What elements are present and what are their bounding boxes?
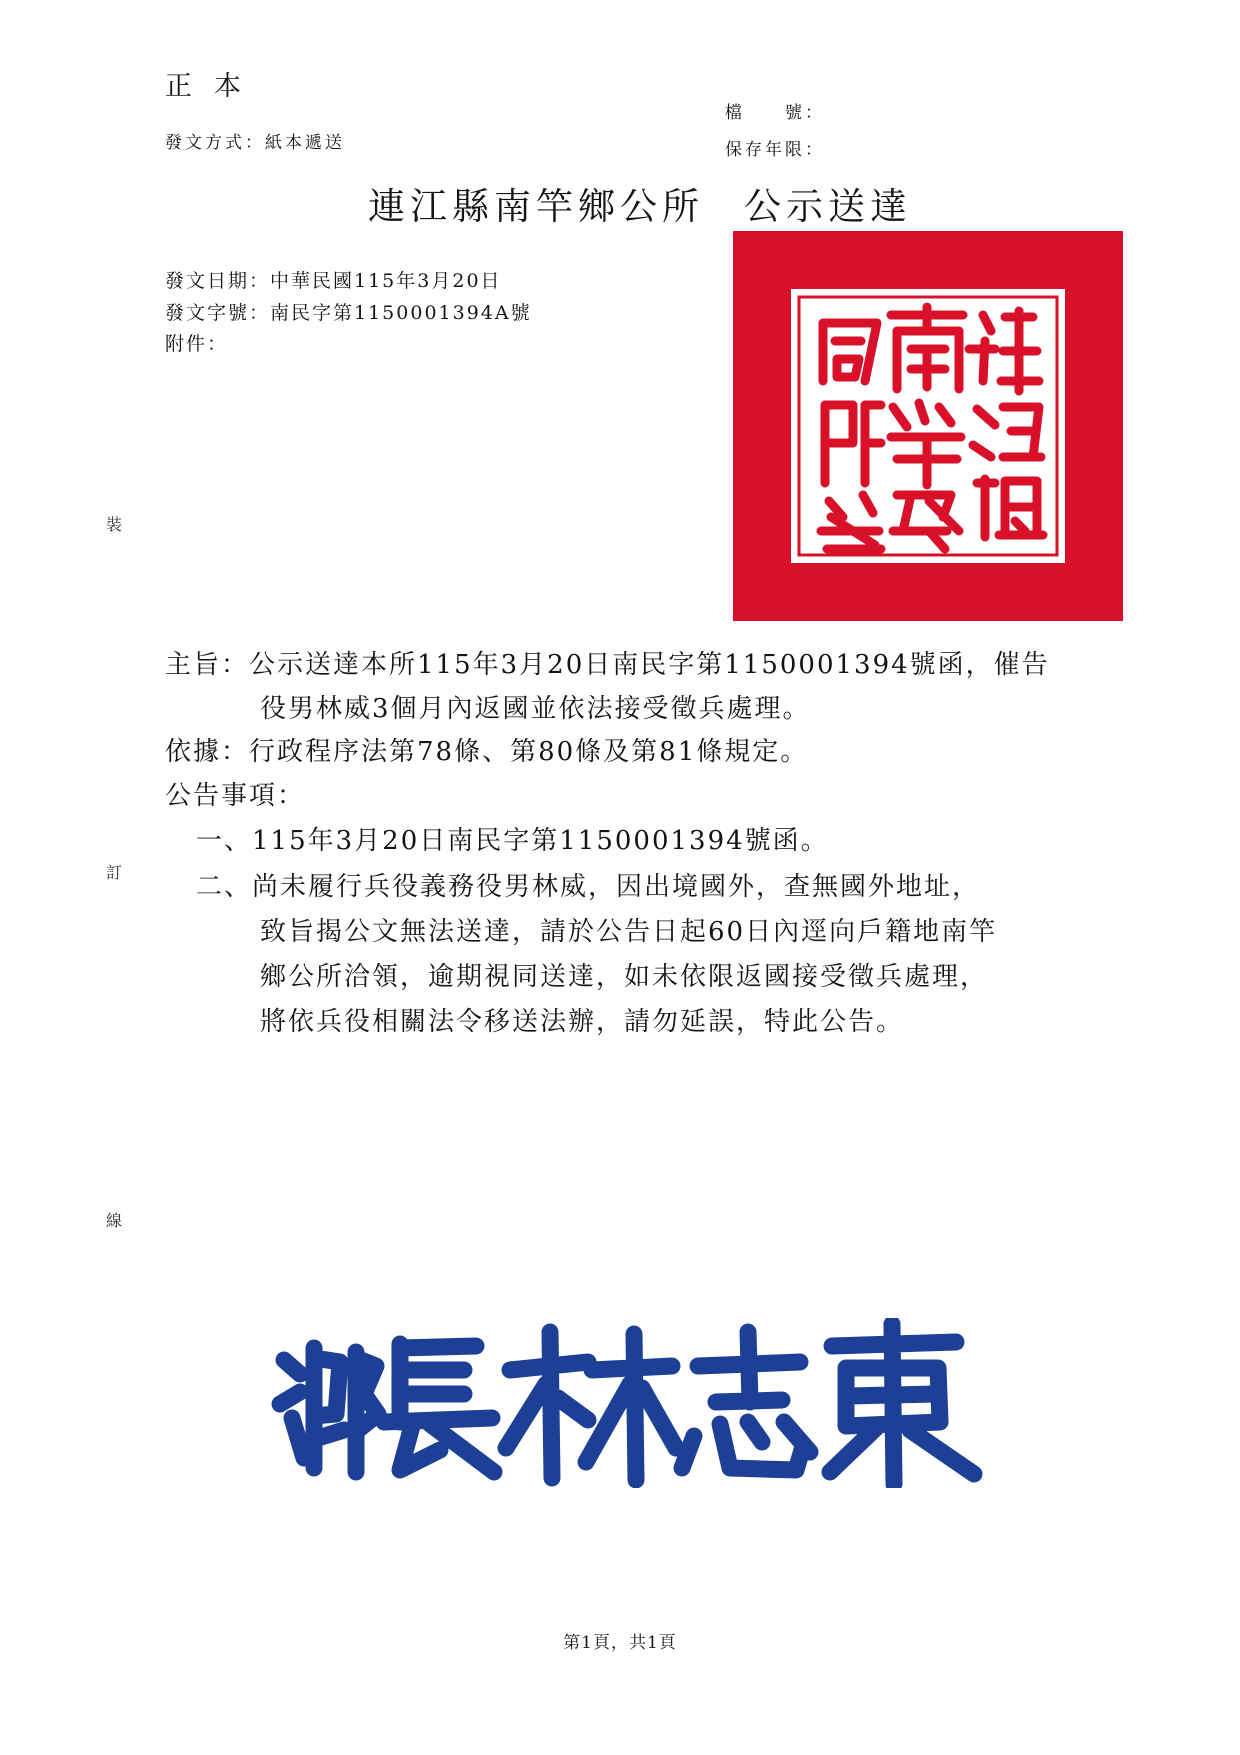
notice-heading: 公告事項： xyxy=(165,781,306,811)
basis-line: 依據：行政程序法第78條、第80條及第81條規定。 xyxy=(165,737,809,767)
notice-item-2-line-1: 二、尚未履行兵役義務役男林威，因出境國外，查無國外地址， xyxy=(196,872,981,902)
retention-period: 保存年限： xyxy=(725,140,825,160)
page-number: 第1頁，共1頁 xyxy=(563,1633,677,1653)
copy-label: 正本 xyxy=(165,71,263,102)
binding-mark-xian: 線 xyxy=(106,1211,123,1230)
binding-mark-zhuang: 裝 xyxy=(106,515,123,534)
office-name: 連江縣南竿鄉公所 xyxy=(368,185,704,228)
official-seal xyxy=(733,231,1123,621)
mayor-signature-stamp xyxy=(270,1318,990,1488)
document-number: 發文字號：南民字第1150001394A號 xyxy=(165,302,532,324)
subject-line-2: 役男林威3個月內返國並依法接受徵兵處理。 xyxy=(260,694,811,724)
notice-item-2-line-4: 將依兵役相關法令移送法辦，請勿延誤，特此公告。 xyxy=(260,1007,905,1037)
attachment: 附件： xyxy=(165,333,229,355)
dispatch-method: 發文方式：紙本遞送 xyxy=(165,133,345,153)
document-type: 公示送達 xyxy=(744,185,912,228)
subject-line-1: 主旨：公示送達本所115年3月20日南民字第1150001394號函，催告 xyxy=(165,650,1050,680)
document-title xyxy=(368,176,912,230)
notice-item-2-line-3: 鄉公所洽領，逾期視同送達，如未依限返國接受徵兵處理， xyxy=(260,962,989,992)
notice-item-2-line-2: 致旨揭公文無法送達，請於公告日起60日內逕向戶籍地南竿 xyxy=(260,917,998,947)
issue-date: 發文日期：中華民國115年3月20日 xyxy=(165,270,502,292)
notice-item-1: 一、115年3月20日南民字第1150001394號函。 xyxy=(196,826,829,856)
binding-mark-ding: 訂 xyxy=(106,863,123,882)
file-number: 檔 號： xyxy=(725,103,825,123)
